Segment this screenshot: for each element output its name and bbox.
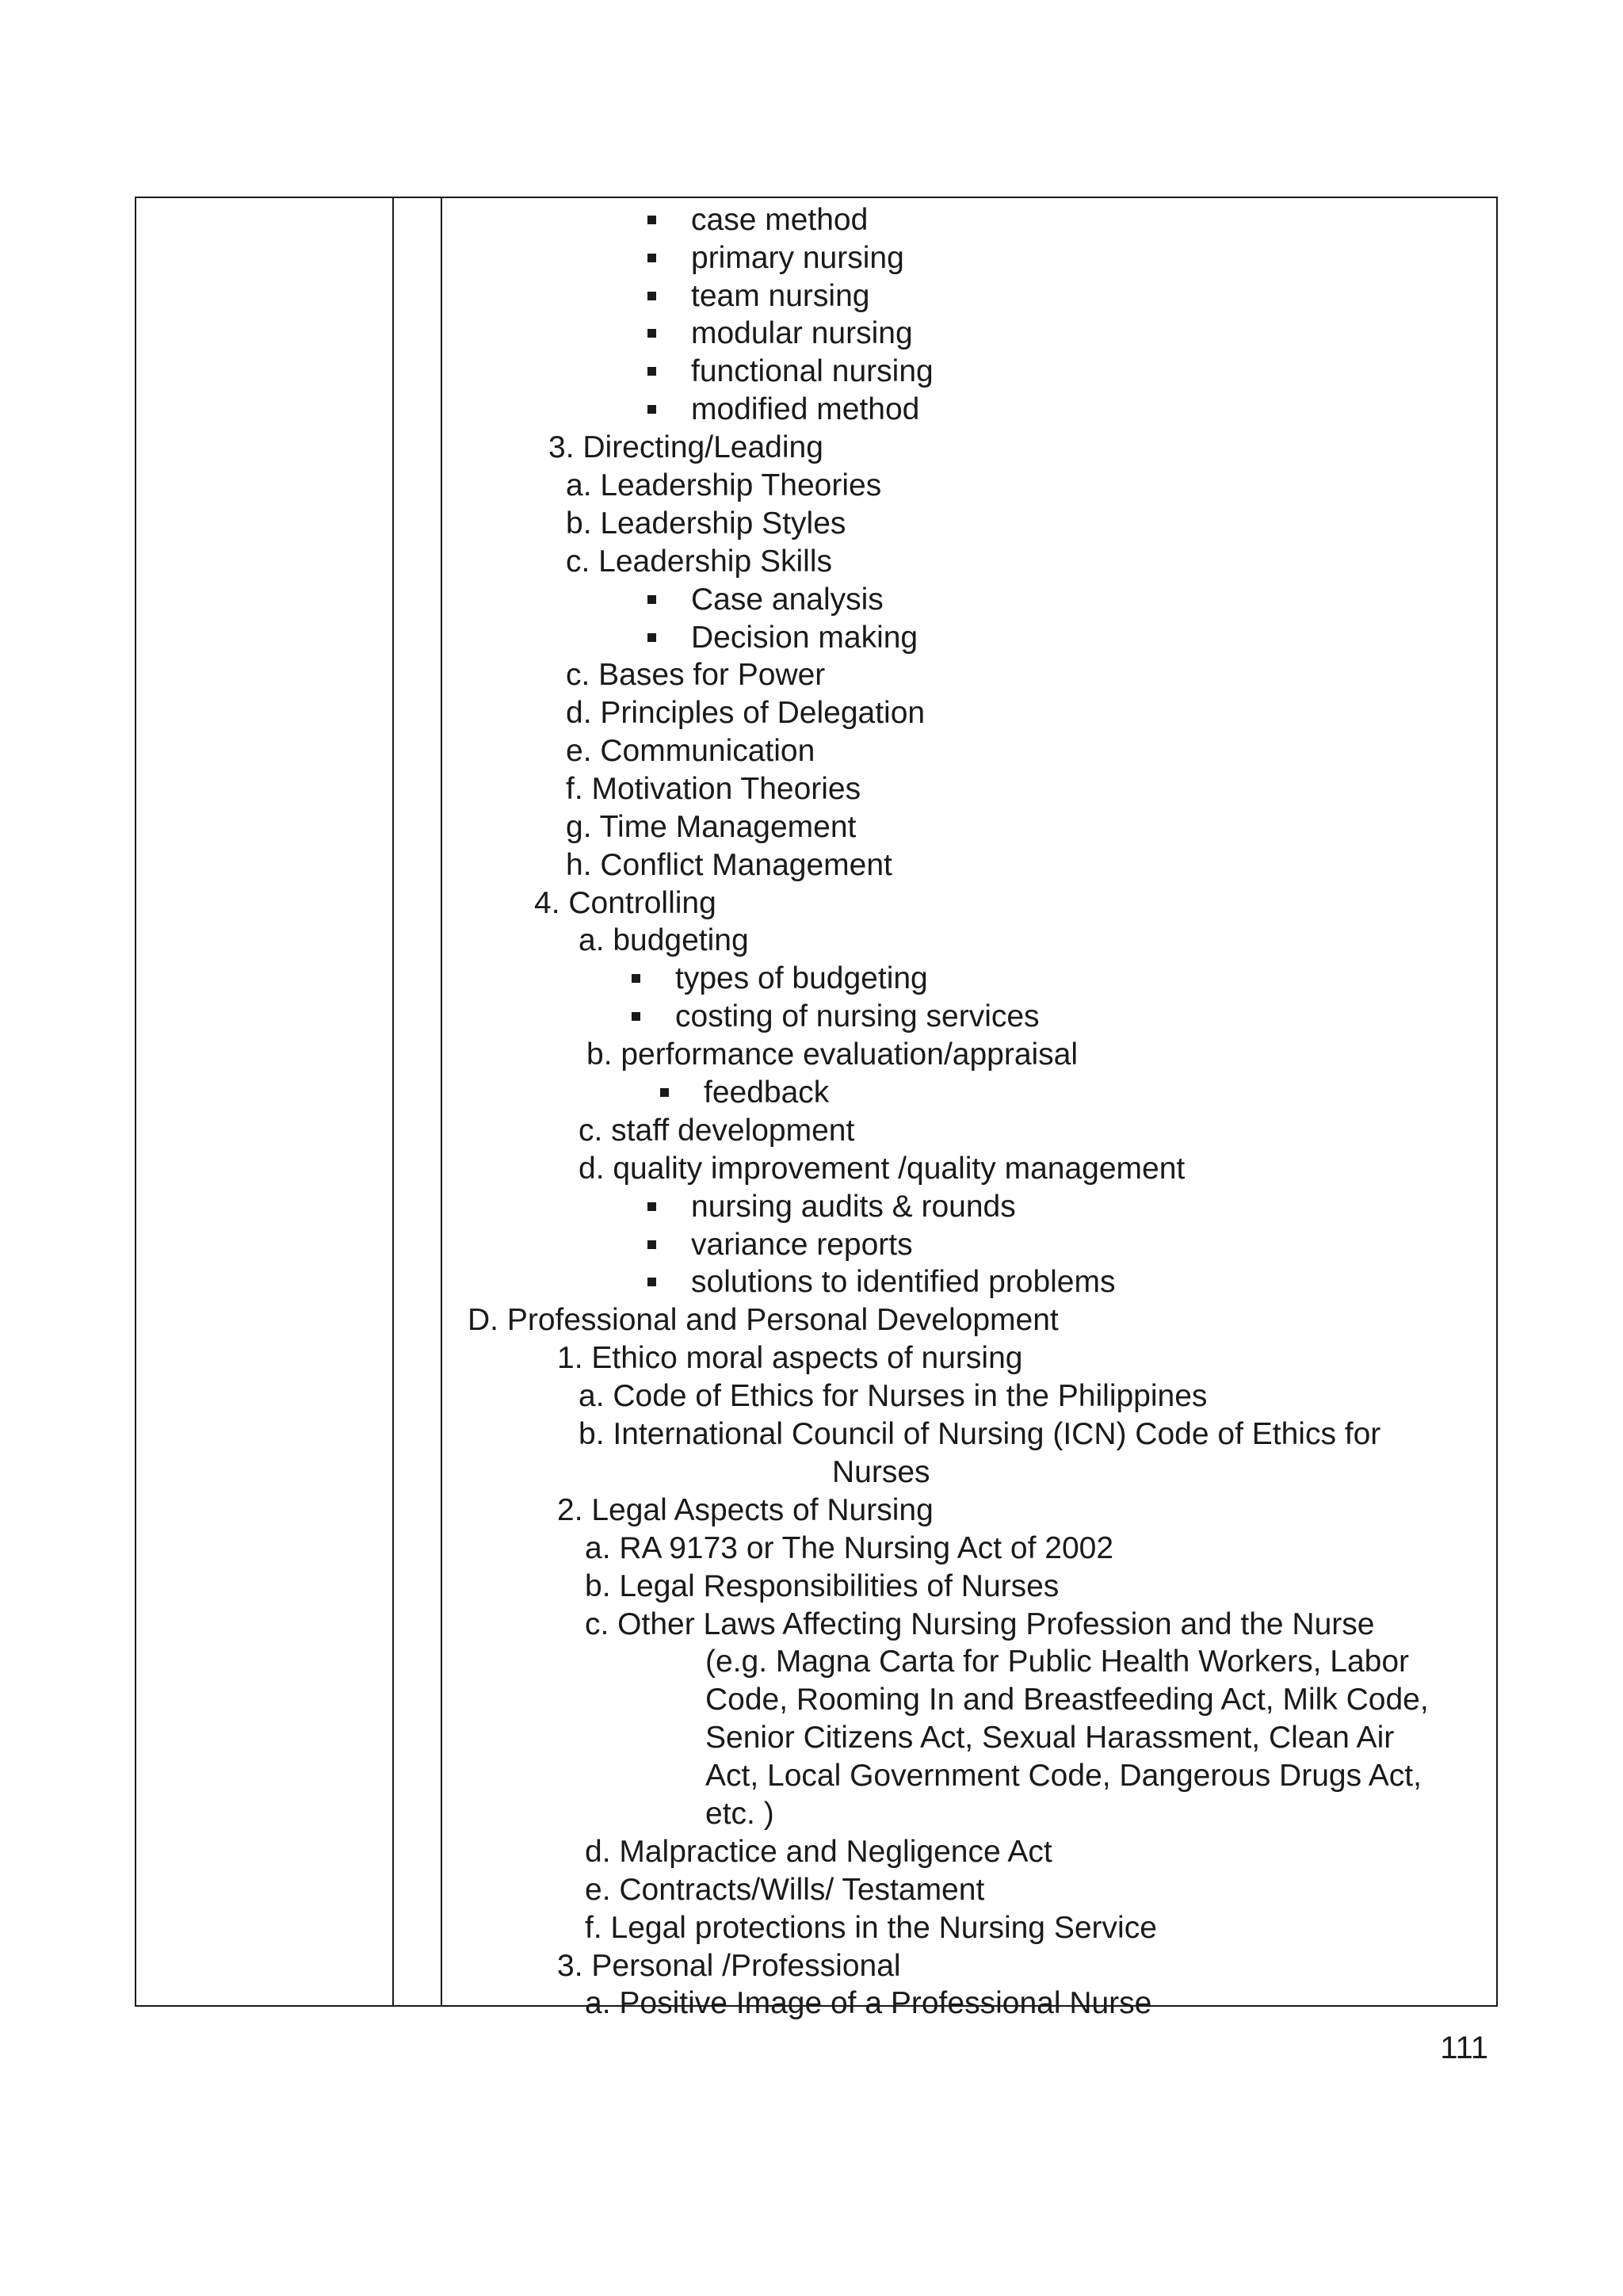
line-text: h. Conflict Management <box>566 848 892 882</box>
line-text: types of budgeting <box>675 961 928 995</box>
line-text: costing of nursing services <box>675 999 1040 1033</box>
line-text: variance reports <box>691 1228 913 1262</box>
line-text: c. staff development <box>579 1114 855 1148</box>
outline-item <box>585 1530 1113 1568</box>
line-text: a. Positive Image of a Professional Nurse <box>585 1986 1152 2020</box>
square-bullet-icon <box>647 254 656 262</box>
square-bullet-icon <box>632 974 640 983</box>
outline-item <box>557 1947 901 1985</box>
square-bullet-icon <box>632 1012 640 1021</box>
outline-item <box>579 1112 854 1150</box>
outline-item <box>585 1606 1374 1644</box>
outline-item <box>566 770 861 808</box>
bullet-list-item <box>704 1074 829 1112</box>
bullet-list-item <box>691 581 884 619</box>
square-bullet-icon <box>647 216 656 224</box>
line-text: etc. ) <box>705 1797 774 1831</box>
line-text: b. International Council of Nursing (ICN) Code of Ethics for <box>579 1417 1381 1451</box>
bullet-list-item <box>691 1188 1016 1226</box>
line-text: solutions to identified problems <box>691 1265 1116 1299</box>
line-text: b. Legal Responsibilities of Nurses <box>585 1569 1060 1603</box>
square-bullet-icon <box>660 1088 669 1097</box>
line-text: c. Other Laws Affecting Nursing Profession and the Nurse <box>585 1607 1375 1641</box>
line-text: f. Legal protections in the Nursing Service <box>585 1911 1157 1945</box>
outline-item <box>579 1150 1185 1188</box>
line-text: c. Leadership Skills <box>566 544 832 579</box>
outline-item <box>579 922 749 960</box>
bullet-list-item <box>691 277 869 315</box>
line-text: d. Principles of Delegation <box>566 696 926 730</box>
line-text: b. performance evaluation/appraisal <box>586 1037 1079 1072</box>
line-text: a. RA 9173 or The Nursing Act of 2002 <box>585 1531 1114 1565</box>
line-text: modified method <box>691 392 920 426</box>
line-text: Nurses <box>832 1455 930 1489</box>
outline-item <box>566 467 881 505</box>
outline-item <box>468 1301 1059 1339</box>
outline-item <box>705 1643 1409 1681</box>
outline-item <box>579 1415 1381 1454</box>
outline-item <box>566 543 832 581</box>
outline-item <box>548 429 823 467</box>
outline-item <box>557 1492 934 1530</box>
outline-item <box>566 656 825 694</box>
square-bullet-icon <box>647 1278 656 1286</box>
outline-item <box>586 1036 1078 1074</box>
line-text: b. Leadership Styles <box>566 506 846 541</box>
outline-item <box>566 846 892 884</box>
line-text: D. Professional and Personal Development <box>468 1303 1059 1337</box>
line-text: primary nursing <box>691 241 904 275</box>
page-number: 111 <box>1440 2030 1488 2065</box>
outline-item <box>579 1377 1207 1415</box>
bullet-list-item <box>691 391 919 429</box>
line-text: Case analysis <box>691 583 884 617</box>
line-text: nursing audits & rounds <box>691 1190 1016 1224</box>
square-bullet-icon <box>647 1202 656 1211</box>
outline-item <box>566 505 846 543</box>
line-text: 2. Legal Aspects of Nursing <box>557 1493 934 1527</box>
outline-item <box>705 1795 774 1833</box>
line-text: case method <box>691 203 869 237</box>
line-text: c. Bases for Power <box>566 658 826 692</box>
line-text: 1. Ethico moral aspects of nursing <box>557 1341 1023 1375</box>
outline-item <box>585 1833 1052 1871</box>
bullet-list-item <box>691 239 904 277</box>
outline-item <box>832 1454 930 1492</box>
table-column-divider <box>441 198 442 2005</box>
table-column-divider <box>392 198 394 2005</box>
line-text: d. Malpractice and Negligence Act <box>585 1835 1052 1869</box>
line-text: a. Code of Ethics for Nurses in the Philippines <box>579 1379 1208 1413</box>
outline-item <box>705 1757 1422 1795</box>
line-text: modular nursing <box>691 316 913 350</box>
line-text: 3. Personal /Professional <box>557 1949 901 1983</box>
bullet-list-item <box>675 960 928 998</box>
outline-item <box>585 1568 1059 1606</box>
line-text: g. Time Management <box>566 810 857 844</box>
bullet-list-item <box>691 1263 1115 1301</box>
square-bullet-icon <box>647 1240 656 1249</box>
square-bullet-icon <box>647 292 656 300</box>
square-bullet-icon <box>647 367 656 376</box>
line-text: d. quality improvement /quality management <box>579 1152 1186 1186</box>
line-text: 3. Directing/Leading <box>548 430 823 464</box>
square-bullet-icon <box>647 405 656 414</box>
outline-item <box>585 1909 1157 1947</box>
square-bullet-icon <box>647 633 656 642</box>
line-text: Act, Local Government Code, Dangerous Drugs Act, <box>705 1759 1422 1793</box>
line-text: (e.g. Magna Carta for Public Health Workers, Labor <box>705 1645 1410 1679</box>
outline-item <box>705 1681 1429 1719</box>
line-text: 4. Controlling <box>534 886 716 920</box>
square-bullet-icon <box>647 329 656 338</box>
line-text: a. Leadership Theories <box>566 468 882 502</box>
line-text: f. Motivation Theories <box>566 772 861 806</box>
line-text: Senior Citizens Act, Sexual Harassment, Clean Air <box>705 1721 1395 1755</box>
outline-item <box>585 1985 1151 2023</box>
line-text: Code, Rooming In and Breastfeeding Act, Milk Code, <box>705 1683 1429 1717</box>
line-text: Decision making <box>691 621 918 655</box>
bullet-list-item <box>675 998 1040 1036</box>
outline-item <box>534 884 716 923</box>
line-text: functional nursing <box>691 354 934 388</box>
line-text: team nursing <box>691 279 870 313</box>
outline-item <box>585 1871 984 1909</box>
outline-item <box>566 732 815 770</box>
square-bullet-icon <box>647 595 656 604</box>
outline-item <box>566 694 925 732</box>
bullet-list-item <box>691 353 934 391</box>
outline-item <box>705 1719 1394 1757</box>
line-text: e. Contracts/Wills/ Testament <box>585 1873 985 1907</box>
outline-item <box>566 808 856 846</box>
bullet-list-item <box>691 619 918 657</box>
bullet-list-item <box>691 315 913 353</box>
bullet-list-item <box>691 1226 913 1264</box>
outline-item <box>557 1339 1022 1377</box>
line-text: a. budgeting <box>579 923 749 957</box>
line-text: e. Communication <box>566 734 815 768</box>
line-text: feedback <box>704 1075 830 1110</box>
bullet-list-item <box>691 201 868 239</box>
